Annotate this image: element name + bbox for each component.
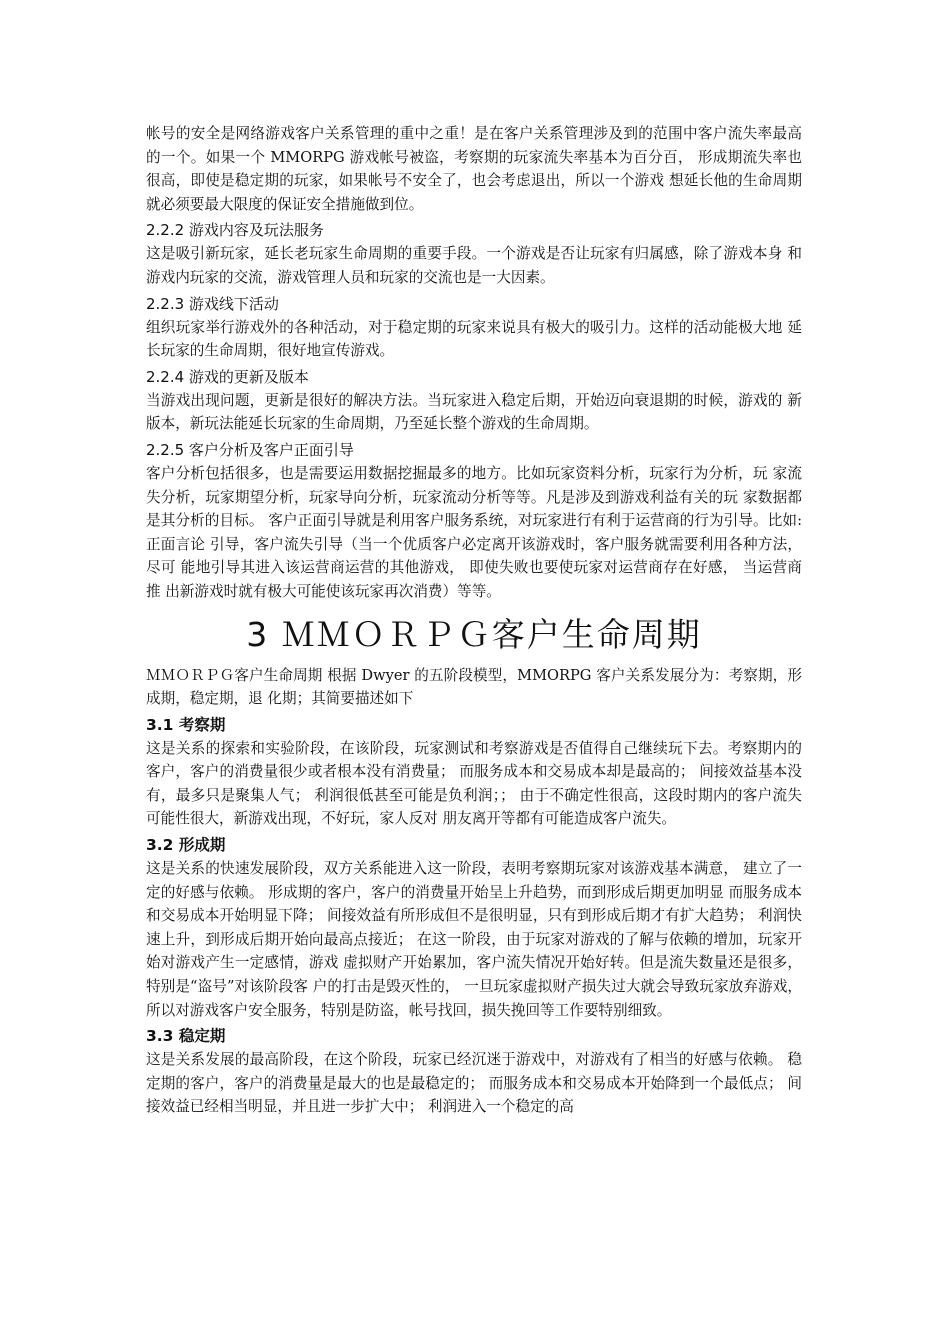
section-paragraph-2-2-4: 当游戏出现问题，更新是很好的解决方法。当玩家进入稳定后期，开始迈向衰退期的时候，游戏的 新版本，新玩法能延长玩家的生命周期，乃至延长整个游戏的生命周期。 bbox=[146, 391, 802, 433]
section-heading-2-2-3: 2.2.3 游戏线下活动 bbox=[146, 294, 279, 313]
section-heading-2-2-5: 2.2.5 客户分析及客户正面引导 bbox=[146, 440, 354, 459]
chapter-title-3: 3 ＭＭＯＲＰＧ客户生命周期 bbox=[246, 614, 702, 654]
section-paragraph-2-2-5: 客户分析包括很多，也是需要运用数据挖掘最多的地方。比如玩家资料分析，玩家行为分析，玩 家流失分析，玩家期望分析，玩家导向分析，玩家流动分析等等。凡是涉及到游戏利益有关的玩 家数据都是其分析的目标。 客户正面引导就是利用客户服务系统，对玩家进行有利于运营商的行为引导。比如:正面言论 引导，客户流失引导（当一个优质客户必定离开该游戏时，客户服务就需要利用各种方法，尽可 能地引导其进入该运营商运营的其他游戏， 即使失败也要使玩家对运营商存在好感， 当运营商推 出新游戏时就有极大可能使该玩家再次消费）等等。 bbox=[146, 464, 802, 600]
section-heading-3-1: 3.1 考察期 bbox=[146, 715, 226, 734]
chapter-intro-paragraph-3: ＭＭＯＲＰＧ客户生命周期 根据 Dwyer 的五阶段模型，MMORPG 客户关系发展分为：考察期，形成期，稳定期，退 化期；其简要描述如下 bbox=[146, 666, 802, 708]
section-paragraph-3-2: 这是关系的快速发展阶段，双方关系能进入这一阶段，表明考察期玩家对该游戏基本满意， 建立了一定的好感与依赖。 形成期的客户，客户的消费量开始呈上升趋势，而到形成后期更加明显 而服务成本和交易成本开始明显下降； 间接效益有所形成但不是很明显，只有到形成后期才有扩大趋势； 利润快速上升，到形成后期开始向最高点接近； 在这一阶段，由于玩家对游戏的了解与依赖的增加，玩家开始对游戏产生一定感情，游戏 虚拟财产开始累加，客户流失情况开始好转。但是流失数量还是很多，特别是“盗号”对该阶段客 户的打击是毁灭性的， 一旦玩家虚拟财产损失过大就会导致玩家放弃游戏， 所以对游戏客户安全服务，特别是防盗，帐号找回，损失挽回等工作要特别细致。 bbox=[146, 860, 802, 1019]
section-paragraph-2-2-2: 这是吸引新玩家，延长老玩家生命周期的重要手段。一个游戏是否让玩家有归属感，除了游戏本身 和游戏内玩家的交流，游戏管理人员和玩家的交流也是一大因素。 bbox=[146, 245, 802, 286]
section-heading-3-3: 3.3 稳定期 bbox=[146, 1027, 226, 1046]
section-heading-2-2-4: 2.2.4 游戏的更新及版本 bbox=[146, 367, 309, 386]
section-heading-3-2: 3.2 形成期 bbox=[146, 836, 226, 855]
section-heading-2-2-2: 2.2.2 游戏内容及玩法服务 bbox=[146, 221, 324, 240]
section-paragraph-3-1: 这是关系的探索和实验阶段，在该阶段，玩家测试和考察游戏是否值得自己继续玩下去。考察期内的客户，客户的消费量很少或者根本没有消费量； 而服务成本和交易成本却是最高的； 间接效益基本没有，最多只是聚集人气； 利润很低甚至可能是负利润；； 由于不确定性很高，这段时期内的客户流失可能性很大，新游戏出现，不好玩，家人反对 朋友离开等都有可能造成客户流失。 bbox=[146, 739, 802, 828]
section-paragraph-2-2-3: 组织玩家举行游戏外的各种活动，对于稳定期的玩家来说具有极大的吸引力。这样的活动能极大地 延长玩家的生命周期，很好地宣传游戏。 bbox=[146, 318, 802, 360]
section-paragraph-3-3: 这是关系发展的最高阶段，在这个阶段，玩家已经沉迷于游戏中，对游戏有了相当的好感与依赖。 稳定期的客户，客户的消费量是最大的也是最稳定的； 而服务成本和交易成本开始降到一个最低点； 间接效益已经相当明显，并且进一步扩大中； 利润进入一个稳定的高 bbox=[146, 1051, 802, 1116]
intro-paragraph: 帐号的安全是网络游戏客户关系管理的重中之重！是在客户关系管理涉及到的范围中客户流失率最高的一个。如果一个 MMORPG 游戏帐号被盗，考察期的玩家流失率基本为百分百， 形成期流失率也很高，即使是稳定期的玩家，如果帐号不安全了，也会考虑退出，所以一个游戏 想延长他的生命周期就必须要最大限度的保证安全措施做到位。 bbox=[146, 125, 802, 213]
